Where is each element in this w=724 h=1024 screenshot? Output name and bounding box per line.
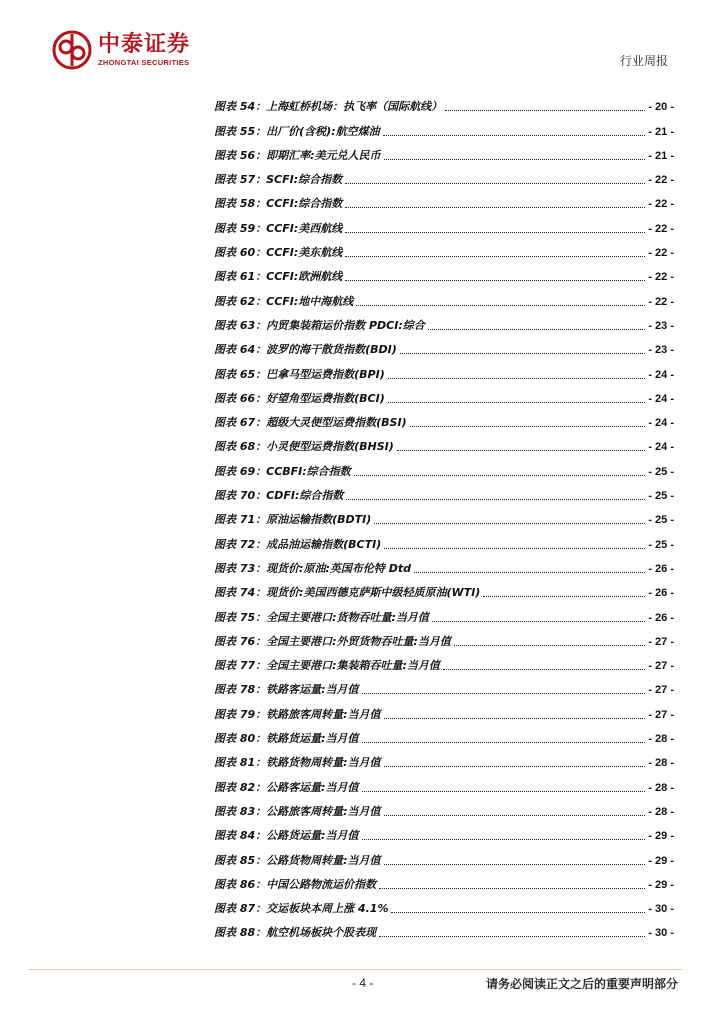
toc-entry[interactable] bbox=[214, 114, 674, 138]
toc-entry[interactable] bbox=[214, 819, 674, 843]
toc-entry-page: - 28 - bbox=[648, 733, 674, 746]
toc-entry-page: - 27 - bbox=[648, 708, 674, 721]
figure-list bbox=[214, 90, 674, 940]
toc-entry[interactable] bbox=[214, 139, 674, 163]
toc-leader-dots bbox=[362, 742, 646, 743]
toc-entry-page: - 26 - bbox=[648, 587, 674, 600]
toc-entry[interactable] bbox=[214, 284, 674, 308]
toc-entry-label: 图表 55：出厂价(含税):航空煤油 bbox=[214, 124, 380, 138]
toc-entry-label: 图表 77：全国主要港口:集装箱吞吐量:当月值 bbox=[214, 659, 440, 673]
toc-entry[interactable] bbox=[214, 892, 674, 916]
toc-entry-page: - 26 - bbox=[648, 562, 674, 575]
footer-divider bbox=[28, 969, 682, 970]
disclaimer-note: 请务必阅读正文之后的重要声明部分 bbox=[485, 977, 678, 991]
toc-leader-dots bbox=[362, 693, 646, 694]
toc-entry-page: - 24 - bbox=[648, 368, 674, 381]
toc-entry-label: 图表 73：现货价:原油:英国布伦特 Dtd bbox=[214, 561, 412, 575]
toc-entry[interactable] bbox=[214, 260, 674, 284]
toc-entry-page: - 24 - bbox=[648, 441, 674, 454]
toc-leader-dots bbox=[454, 645, 645, 646]
toc-entry-label: 图表 65：巴拿马型运费指数(BPI) bbox=[214, 367, 385, 381]
toc-leader-dots bbox=[346, 499, 645, 500]
toc-entry-page: - 25 - bbox=[648, 514, 674, 527]
toc-entry[interactable] bbox=[214, 333, 674, 357]
toc-entry-page: - 24 - bbox=[648, 417, 674, 430]
zhongtai-logo-icon bbox=[52, 30, 92, 70]
toc-leader-dots bbox=[443, 669, 645, 670]
toc-leader-dots bbox=[379, 888, 645, 889]
toc-entry-page: - 22 - bbox=[648, 222, 674, 235]
toc-entry-label: 图表 68：小灵便型运费指数(BHSI) bbox=[214, 440, 394, 454]
toc-entry[interactable] bbox=[214, 649, 674, 673]
toc-entry-label: 图表 72：成品油运输指数(BCTI) bbox=[214, 537, 382, 551]
toc-entry[interactable] bbox=[214, 746, 674, 770]
toc-entry-label: 图表 81：铁路货物周转量:当月值 bbox=[214, 756, 381, 770]
toc-leader-dots bbox=[384, 718, 646, 719]
toc-entry[interactable] bbox=[214, 527, 674, 551]
toc-leader-dots bbox=[345, 183, 645, 184]
toc-entry-label: 图表 85：公路货物周转量:当月值 bbox=[214, 853, 381, 867]
toc-entry-page: - 29 - bbox=[648, 830, 674, 843]
toc-entry-label: 图表 62：CCFI:地中海航线 bbox=[214, 294, 354, 308]
toc-entry-page: - 23 - bbox=[648, 344, 674, 357]
toc-leader-dots bbox=[384, 548, 645, 549]
toc-entry[interactable] bbox=[214, 673, 674, 697]
toc-entry-label: 图表 63：内贸集装箱运价指数 PDCI:综合 bbox=[214, 318, 425, 332]
toc-entry-label: 图表 60：CCFI:美东航线 bbox=[214, 246, 343, 260]
toc-entry-label: 图表 76：全国主要港口:外贸货物吞吐量:当月值 bbox=[214, 634, 451, 648]
toc-entry-label: 图表 66：好望角型运费指数(BCI) bbox=[214, 391, 385, 405]
toc-entry[interactable] bbox=[214, 576, 674, 600]
toc-entry-page: - 24 - bbox=[648, 392, 674, 405]
toc-leader-dots bbox=[445, 110, 645, 111]
toc-entry-page: - 22 - bbox=[648, 198, 674, 211]
toc-leader-dots bbox=[391, 912, 645, 913]
toc-entry-page: - 21 - bbox=[648, 149, 674, 162]
toc-leader-dots bbox=[483, 596, 645, 597]
toc-entry-label: 图表 79：铁路旅客周转量:当月值 bbox=[214, 707, 381, 721]
toc-entry-label: 图表 82：公路客运量:当月值 bbox=[214, 780, 359, 794]
toc-entry-page: - 25 - bbox=[648, 538, 674, 551]
toc-leader-dots bbox=[397, 450, 646, 451]
toc-entry-page: - 29 - bbox=[648, 878, 674, 891]
toc-entry-label: 图表 74：现货价:美国西德克萨斯中级轻质原油(WTI) bbox=[214, 586, 481, 600]
toc-entry-page: - 28 - bbox=[648, 781, 674, 794]
toc-leader-dots bbox=[388, 378, 646, 379]
toc-entry[interactable] bbox=[214, 916, 674, 940]
toc-entry-page: - 25 - bbox=[648, 490, 674, 503]
toc-entry[interactable] bbox=[214, 479, 674, 503]
toc-entry-page: - 30 - bbox=[648, 903, 674, 916]
toc-entry[interactable] bbox=[214, 454, 674, 478]
toc-leader-dots bbox=[345, 256, 645, 257]
toc-entry-page: - 27 - bbox=[648, 660, 674, 673]
toc-entry-page: - 27 - bbox=[648, 635, 674, 648]
toc-entry-label: 图表 67：超级大灵便型运费指数(BSI) bbox=[214, 416, 407, 430]
toc-entry-label: 图表 83：公路旅客周转量:当月值 bbox=[214, 804, 381, 818]
toc-entry-label: 图表 69：CCBFI:综合指数 bbox=[214, 464, 351, 478]
logo-english-name: ZHONGTAI SECURITIES bbox=[98, 58, 190, 67]
toc-entry-label: 图表 78：铁路客运量:当月值 bbox=[214, 683, 359, 697]
toc-entry[interactable] bbox=[214, 90, 674, 114]
toc-leader-dots bbox=[432, 621, 645, 622]
toc-entry[interactable] bbox=[214, 843, 674, 867]
toc-leader-dots bbox=[354, 475, 646, 476]
toc-leader-dots bbox=[384, 766, 646, 767]
toc-entry-label: 图表 80：铁路货运量:当月值 bbox=[214, 732, 359, 746]
toc-entry[interactable] bbox=[214, 503, 674, 527]
toc-leader-dots bbox=[384, 159, 646, 160]
toc-entry[interactable] bbox=[214, 430, 674, 454]
toc-entry-page: - 28 - bbox=[648, 757, 674, 770]
toc-leader-dots bbox=[388, 402, 646, 403]
toc-entry-label: 图表 59：CCFI:美西航线 bbox=[214, 221, 343, 235]
toc-entry[interactable] bbox=[214, 211, 674, 235]
toc-entry[interactable] bbox=[214, 163, 674, 187]
toc-leader-dots bbox=[383, 135, 646, 136]
toc-leader-dots bbox=[356, 305, 645, 306]
toc-entry-label: 图表 58：CCFI:综合指数 bbox=[214, 197, 343, 211]
toc-entry-label: 图表 75：全国主要港口:货物吞吐量:当月值 bbox=[214, 610, 429, 624]
report-type-label: 行业周报 bbox=[619, 54, 668, 68]
toc-entry-label: 图表 88：航空机场板块个股表现 bbox=[214, 926, 377, 940]
toc-leader-dots bbox=[345, 207, 645, 208]
toc-leader-dots bbox=[384, 815, 646, 816]
toc-leader-dots bbox=[400, 353, 646, 354]
toc-entry[interactable] bbox=[214, 697, 674, 721]
toc-entry-page: - 23 - bbox=[648, 319, 674, 332]
toc-entry[interactable] bbox=[214, 770, 674, 794]
toc-entry-page: - 26 - bbox=[648, 611, 674, 624]
toc-leader-dots bbox=[428, 329, 646, 330]
toc-leader-dots bbox=[379, 936, 645, 937]
toc-entry[interactable] bbox=[214, 600, 674, 624]
toc-entry[interactable] bbox=[214, 357, 674, 381]
toc-entry-page: - 25 - bbox=[648, 465, 674, 478]
toc-entry[interactable] bbox=[214, 382, 674, 406]
toc-leader-dots bbox=[384, 864, 646, 865]
toc-entry-label: 图表 54：上海虹桥机场：执飞率（国际航线） bbox=[214, 100, 443, 114]
toc-entry-label: 图表 71：原油运输指数(BDTI) bbox=[214, 513, 372, 527]
company-logo bbox=[52, 28, 190, 72]
toc-leader-dots bbox=[345, 280, 645, 281]
toc-entry-page: - 22 - bbox=[648, 295, 674, 308]
toc-entry-page: - 30 - bbox=[648, 927, 674, 940]
toc-entry[interactable] bbox=[214, 625, 674, 649]
page-number: - 4 - bbox=[352, 976, 374, 990]
toc-leader-dots bbox=[414, 572, 645, 573]
toc-entry[interactable] bbox=[214, 187, 674, 211]
toc-entry[interactable] bbox=[214, 868, 674, 892]
toc-entry-label: 图表 61：CCFI:欧洲航线 bbox=[214, 270, 343, 284]
toc-entry-page: - 28 - bbox=[648, 805, 674, 818]
toc-entry-label: 图表 70：CDFI:综合指数 bbox=[214, 489, 344, 503]
toc-entry-page: - 22 - bbox=[648, 174, 674, 187]
toc-entry-label: 图表 64：波罗的海干散货指数(BDI) bbox=[214, 343, 397, 357]
toc-entry-page: - 27 - bbox=[648, 684, 674, 697]
toc-entry[interactable] bbox=[214, 236, 674, 260]
toc-entry-page: - 29 - bbox=[648, 854, 674, 867]
toc-entry-label: 图表 57：SCFI:综合指数 bbox=[214, 173, 343, 187]
toc-entry-label: 图表 86：中国公路物流运价指数 bbox=[214, 877, 377, 891]
toc-leader-dots bbox=[410, 426, 646, 427]
toc-entry-label: 图表 84：公路货运量:当月值 bbox=[214, 829, 359, 843]
toc-entry-label: 图表 87：交运板块本周上涨 4.1% bbox=[214, 902, 389, 916]
toc-leader-dots bbox=[362, 839, 646, 840]
toc-leader-dots bbox=[362, 791, 646, 792]
toc-entry-page: - 22 - bbox=[648, 247, 674, 260]
toc-entry-label: 图表 56：即期汇率:美元兑人民币 bbox=[214, 148, 381, 162]
toc-entry[interactable] bbox=[214, 552, 674, 576]
logo-chinese-name: 中泰证券 bbox=[98, 32, 191, 57]
toc-entry[interactable] bbox=[214, 722, 674, 746]
toc-entry-page: - 22 - bbox=[648, 271, 674, 284]
toc-leader-dots bbox=[374, 523, 645, 524]
toc-leader-dots bbox=[345, 232, 645, 233]
toc-entry-page: - 20 - bbox=[648, 101, 674, 114]
toc-entry-page: - 21 - bbox=[648, 125, 674, 138]
toc-entry[interactable] bbox=[214, 406, 674, 430]
toc-entry[interactable] bbox=[214, 795, 674, 819]
toc-entry[interactable] bbox=[214, 309, 674, 333]
